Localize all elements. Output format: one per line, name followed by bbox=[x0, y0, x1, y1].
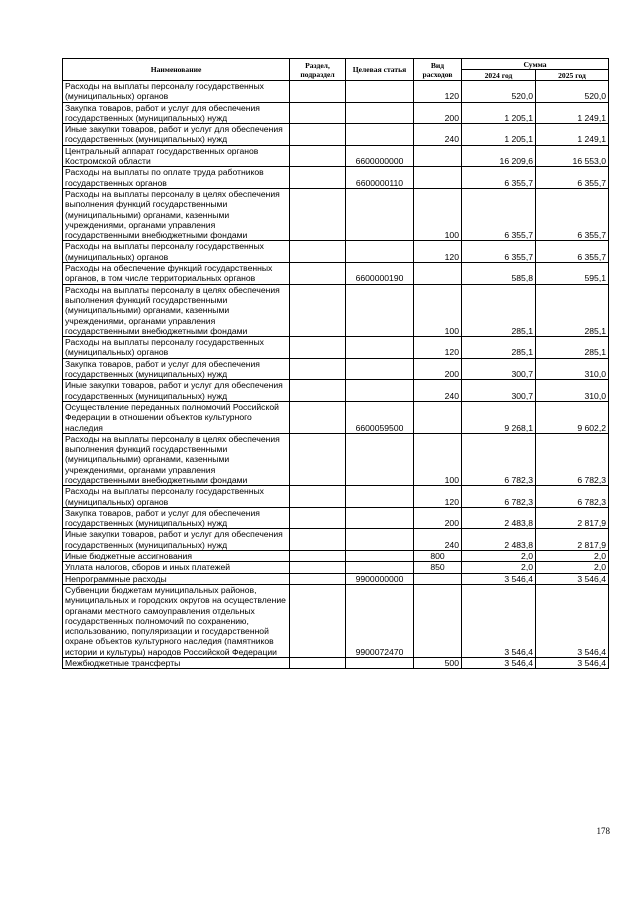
cell-sum-2024: 16 209,6 bbox=[462, 145, 536, 167]
cell-sum-2025: 310,0 bbox=[536, 358, 609, 380]
cell-section bbox=[290, 529, 346, 551]
budget-table bbox=[62, 58, 609, 669]
cell-expense-type: 240 bbox=[414, 124, 462, 146]
cell-sum-2024: 2 483,8 bbox=[462, 529, 536, 551]
cell-sum-2025: 6 355,7 bbox=[536, 188, 609, 240]
cell-target-article: 6600000190 bbox=[346, 263, 414, 285]
header-section: Раздел, подраздел bbox=[290, 59, 346, 81]
cell-expense-type: 200 bbox=[414, 102, 462, 124]
cell-sum-2024: 300,7 bbox=[462, 380, 536, 402]
cell-sum-2025: 285,1 bbox=[536, 337, 609, 359]
cell-sum-2025: 3 546,4 bbox=[536, 584, 609, 657]
cell-expense-type: 200 bbox=[414, 358, 462, 380]
cell-target-article bbox=[346, 486, 414, 508]
cell-sum-2024: 1 205,1 bbox=[462, 102, 536, 124]
cell-section bbox=[290, 145, 346, 167]
cell-expense-type bbox=[414, 263, 462, 285]
cell-section bbox=[290, 124, 346, 146]
cell-section bbox=[290, 562, 346, 573]
page-number: 178 bbox=[596, 826, 610, 836]
cell-section bbox=[290, 284, 346, 336]
cell-expense-type: 500 bbox=[414, 658, 462, 669]
header-expense-type: Вид расходов bbox=[414, 59, 462, 81]
cell-sum-2025: 2 817,9 bbox=[536, 507, 609, 529]
table-row bbox=[63, 658, 609, 669]
cell-sum-2024: 3 546,4 bbox=[462, 584, 536, 657]
table-body bbox=[63, 81, 609, 669]
cell-sum-2025: 1 249,1 bbox=[536, 124, 609, 146]
cell-sum-2025: 520,0 bbox=[536, 81, 609, 103]
cell-target-article: 9900000000 bbox=[346, 573, 414, 584]
table-row bbox=[63, 81, 609, 103]
cell-target-article bbox=[346, 507, 414, 529]
table-row bbox=[63, 102, 609, 124]
table-row bbox=[63, 562, 609, 573]
cell-section bbox=[290, 167, 346, 189]
cell-expense-type: 120 bbox=[414, 81, 462, 103]
cell-expense-type: 100 bbox=[414, 433, 462, 485]
cell-sum-2025: 2 817,9 bbox=[536, 529, 609, 551]
header-sum: Сумма bbox=[462, 59, 609, 70]
cell-target-article bbox=[346, 284, 414, 336]
cell-target-article bbox=[346, 188, 414, 240]
cell-name: Непрограммные расходы bbox=[63, 573, 290, 584]
cell-expense-type: 800 bbox=[414, 551, 462, 562]
cell-sum-2025: 2,0 bbox=[536, 562, 609, 573]
cell-expense-type bbox=[414, 145, 462, 167]
cell-expense-type: 100 bbox=[414, 188, 462, 240]
cell-target-article: 9900072470 bbox=[346, 584, 414, 657]
header-target: Целевая статья bbox=[346, 59, 414, 81]
cell-sum-2024: 585,8 bbox=[462, 263, 536, 285]
cell-target-article: 6600000000 bbox=[346, 145, 414, 167]
cell-sum-2025: 9 602,2 bbox=[536, 401, 609, 433]
cell-target-article bbox=[346, 337, 414, 359]
cell-sum-2024: 3 546,4 bbox=[462, 658, 536, 669]
cell-sum-2024: 2 483,8 bbox=[462, 507, 536, 529]
cell-target-article bbox=[346, 81, 414, 103]
cell-sum-2024: 2,0 bbox=[462, 562, 536, 573]
cell-name: Межбюджетные трансферты bbox=[63, 658, 290, 669]
cell-target-article bbox=[346, 241, 414, 263]
cell-sum-2024: 520,0 bbox=[462, 81, 536, 103]
cell-target-article bbox=[346, 102, 414, 124]
cell-expense-type: 240 bbox=[414, 529, 462, 551]
cell-section bbox=[290, 263, 346, 285]
cell-name: Закупка товаров, работ и услуг для обеспечения государственных (муниципальных) нужд bbox=[63, 358, 290, 380]
cell-name: Расходы на выплаты персоналу в целях обеспечения выполнения функций государственными (муниципальными) органами, казенными учреждениями, органами управления государственными внебюджетными фондами bbox=[63, 433, 290, 485]
header-year-2025: 2025 год bbox=[536, 70, 609, 81]
cell-name: Осуществление переданных полномочий Российской Федерации в отношении объектов культурного наследия bbox=[63, 401, 290, 433]
cell-name: Расходы на обеспечение функций государственных органов, в том числе территориальных органов bbox=[63, 263, 290, 285]
table-row bbox=[63, 124, 609, 146]
cell-name: Закупка товаров, работ и услуг для обеспечения государственных (муниципальных) нужд bbox=[63, 507, 290, 529]
cell-expense-type: 100 bbox=[414, 284, 462, 336]
cell-name: Субвенции бюджетам муниципальных районов, муниципальных и городских округов на осуществление органами местного самоуправления отдельных государственных полномочий по сохранению, использованию, популяризации и государственной охране объектов культурного наследия (памятников истории и культуры) народов Российской Федерации bbox=[63, 584, 290, 657]
cell-sum-2025: 3 546,4 bbox=[536, 573, 609, 584]
cell-sum-2024: 3 546,4 bbox=[462, 573, 536, 584]
cell-section bbox=[290, 358, 346, 380]
cell-target-article bbox=[346, 658, 414, 669]
cell-section bbox=[290, 380, 346, 402]
cell-sum-2024: 9 268,1 bbox=[462, 401, 536, 433]
cell-section bbox=[290, 573, 346, 584]
cell-name: Центральный аппарат государственных органов Костромской области bbox=[63, 145, 290, 167]
cell-expense-type: 200 bbox=[414, 507, 462, 529]
cell-name: Закупка товаров, работ и услуг для обеспечения государственных (муниципальных) нужд bbox=[63, 102, 290, 124]
table-row bbox=[63, 507, 609, 529]
cell-sum-2024: 6 782,3 bbox=[462, 486, 536, 508]
table-row bbox=[63, 380, 609, 402]
table-row bbox=[63, 263, 609, 285]
table-row bbox=[63, 358, 609, 380]
cell-expense-type bbox=[414, 167, 462, 189]
header-year-2024: 2024 год bbox=[462, 70, 536, 81]
cell-sum-2024: 300,7 bbox=[462, 358, 536, 380]
cell-sum-2025: 2,0 bbox=[536, 551, 609, 562]
cell-section bbox=[290, 401, 346, 433]
cell-expense-type: 120 bbox=[414, 241, 462, 263]
cell-section bbox=[290, 658, 346, 669]
cell-name: Иные закупки товаров, работ и услуг для обеспечения государственных (муниципальных) нужд bbox=[63, 529, 290, 551]
cell-target-article bbox=[346, 433, 414, 485]
cell-sum-2024: 6 355,7 bbox=[462, 167, 536, 189]
cell-target-article bbox=[346, 529, 414, 551]
cell-section bbox=[290, 551, 346, 562]
table-row bbox=[63, 337, 609, 359]
cell-sum-2024: 6 355,7 bbox=[462, 241, 536, 263]
cell-section bbox=[290, 81, 346, 103]
cell-target-article bbox=[346, 562, 414, 573]
cell-sum-2024: 1 205,1 bbox=[462, 124, 536, 146]
table-row bbox=[63, 486, 609, 508]
table-header-row bbox=[63, 59, 609, 70]
cell-name: Расходы на выплаты персоналу в целях обеспечения выполнения функций государственными (муниципальными) органами, казенными учреждениями, органами управления государственными внебюджетными фондами bbox=[63, 188, 290, 240]
header-name: Наименование bbox=[63, 59, 290, 81]
cell-section bbox=[290, 241, 346, 263]
table-row bbox=[63, 551, 609, 562]
table-row bbox=[63, 241, 609, 263]
cell-section bbox=[290, 507, 346, 529]
cell-sum-2025: 3 546,4 bbox=[536, 658, 609, 669]
cell-section bbox=[290, 584, 346, 657]
cell-name: Иные закупки товаров, работ и услуг для обеспечения государственных (муниципальных) нужд bbox=[63, 380, 290, 402]
cell-expense-type bbox=[414, 401, 462, 433]
cell-expense-type bbox=[414, 573, 462, 584]
table-row bbox=[63, 167, 609, 189]
cell-sum-2025: 285,1 bbox=[536, 284, 609, 336]
cell-expense-type: 240 bbox=[414, 380, 462, 402]
cell-target-article bbox=[346, 380, 414, 402]
cell-target-article bbox=[346, 551, 414, 562]
cell-name: Уплата налогов, сборов и иных платежей bbox=[63, 562, 290, 573]
cell-sum-2025: 6 782,3 bbox=[536, 486, 609, 508]
cell-target-article bbox=[346, 124, 414, 146]
cell-sum-2025: 1 249,1 bbox=[536, 102, 609, 124]
cell-section bbox=[290, 486, 346, 508]
cell-target-article: 6600000110 bbox=[346, 167, 414, 189]
cell-sum-2025: 6 355,7 bbox=[536, 167, 609, 189]
cell-sum-2024: 2,0 bbox=[462, 551, 536, 562]
table-row bbox=[63, 145, 609, 167]
table-row bbox=[63, 284, 609, 336]
table-row bbox=[63, 584, 609, 657]
cell-name: Расходы на выплаты персоналу государственных (муниципальных) органов bbox=[63, 486, 290, 508]
cell-sum-2024: 6 782,3 bbox=[462, 433, 536, 485]
cell-sum-2024: 285,1 bbox=[462, 284, 536, 336]
cell-section bbox=[290, 433, 346, 485]
cell-name: Иные закупки товаров, работ и услуг для обеспечения государственных (муниципальных) нужд bbox=[63, 124, 290, 146]
cell-name: Расходы на выплаты персоналу государственных (муниципальных) органов bbox=[63, 337, 290, 359]
table-row bbox=[63, 188, 609, 240]
cell-expense-type bbox=[414, 584, 462, 657]
cell-name: Расходы на выплаты персоналу государственных (муниципальных) органов bbox=[63, 241, 290, 263]
cell-section bbox=[290, 337, 346, 359]
cell-section bbox=[290, 188, 346, 240]
table-row bbox=[63, 573, 609, 584]
cell-expense-type: 850 bbox=[414, 562, 462, 573]
cell-target-article: 6600059500 bbox=[346, 401, 414, 433]
cell-expense-type: 120 bbox=[414, 337, 462, 359]
cell-target-article bbox=[346, 358, 414, 380]
cell-sum-2025: 16 553,0 bbox=[536, 145, 609, 167]
cell-name: Расходы на выплаты персоналу государственных (муниципальных) органов bbox=[63, 81, 290, 103]
table-row bbox=[63, 401, 609, 433]
table-row bbox=[63, 529, 609, 551]
cell-sum-2025: 310,0 bbox=[536, 380, 609, 402]
cell-sum-2025: 6 782,3 bbox=[536, 433, 609, 485]
table-row bbox=[63, 433, 609, 485]
cell-expense-type: 120 bbox=[414, 486, 462, 508]
cell-name: Расходы на выплаты по оплате труда работников государственных органов bbox=[63, 167, 290, 189]
cell-sum-2025: 6 355,7 bbox=[536, 241, 609, 263]
cell-name: Расходы на выплаты персоналу в целях обеспечения выполнения функций государственными (муниципальными) органами, казенными учреждениями, органами управления государственными внебюджетными фондами bbox=[63, 284, 290, 336]
cell-name: Иные бюджетные ассигнования bbox=[63, 551, 290, 562]
cell-section bbox=[290, 102, 346, 124]
cell-sum-2024: 285,1 bbox=[462, 337, 536, 359]
cell-sum-2025: 595,1 bbox=[536, 263, 609, 285]
cell-sum-2024: 6 355,7 bbox=[462, 188, 536, 240]
